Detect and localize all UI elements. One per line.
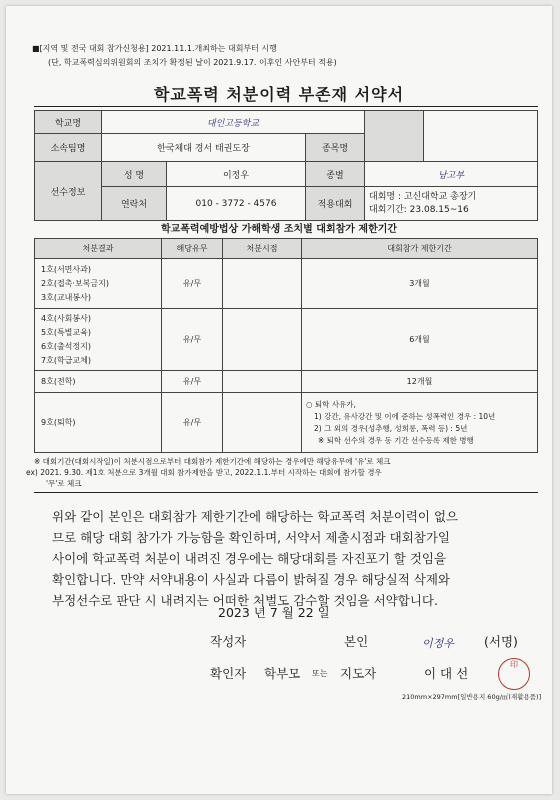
row2-time bbox=[223, 309, 302, 371]
sign-label: (서명) bbox=[484, 634, 518, 649]
status-text: 유/무 bbox=[182, 418, 202, 427]
list-item: 9호(퇴학) bbox=[41, 418, 76, 427]
table-row bbox=[35, 309, 538, 371]
confirm-label: 확인자 bbox=[210, 666, 247, 681]
row4-items bbox=[35, 393, 162, 453]
contact-label: 연락처 bbox=[102, 187, 167, 221]
row3-status bbox=[162, 371, 223, 393]
coach-label: 지도자 bbox=[340, 666, 377, 681]
row2-items bbox=[35, 309, 162, 371]
row4-period bbox=[302, 393, 538, 453]
competition-value bbox=[365, 187, 538, 221]
gender-value: 남고부 bbox=[365, 162, 538, 187]
player-label: 선수정보 bbox=[35, 162, 102, 221]
name-value: 이정우 bbox=[167, 162, 306, 187]
row2-status bbox=[162, 309, 223, 371]
pledge-text bbox=[52, 506, 522, 611]
table-row bbox=[35, 371, 538, 393]
event-label: 종목명 bbox=[306, 134, 365, 162]
pledge-line: 므로 해당 대회 참가가 가능함을 확인하며, 서약서 제출시점과 대회참가일 bbox=[52, 530, 451, 545]
list-item: 2호(접촉·보복금지) bbox=[41, 278, 109, 288]
row4-status bbox=[162, 393, 223, 453]
row2-period: 6개월 bbox=[302, 309, 538, 371]
school-label: 학교명 bbox=[35, 111, 102, 134]
note-3: '무'로 체크 bbox=[46, 479, 82, 488]
row1-items bbox=[35, 259, 162, 309]
self-label: 본인 bbox=[344, 634, 369, 649]
school-value: 대인고등학교 bbox=[102, 111, 365, 134]
pledge-line: 사이에 학교폭력 처분이 내려진 경우에는 해당대회를 자진포기 할 것임을 bbox=[52, 551, 447, 566]
competition-period: 대회기간: 23.08.15~16 bbox=[369, 204, 469, 215]
row1-status bbox=[162, 259, 223, 309]
row3-time bbox=[223, 371, 302, 393]
period-line: 2) 그 외의 경우(성추행, 성희롱, 폭력 등) : 5년 bbox=[314, 423, 468, 433]
row1-time bbox=[223, 259, 302, 309]
seal-stamp: 印 bbox=[498, 658, 530, 690]
note-2: ex) 2021. 9.30. 제1호 처분으로 3개월 대회 참가제한을 받고, 2022.1.1.부터 시작하는 대회에 참가할 경우 bbox=[26, 468, 382, 477]
list-item: 6호(출석정지) bbox=[41, 341, 91, 351]
header-line-1: ■[지역 및 전국 대회 참가신청용] 2021.11.1.개최하는 대회부터 시행 bbox=[32, 44, 277, 53]
guardian-label: 학부모 bbox=[264, 666, 301, 681]
pledge-line: 위와 같이 본인은 대회참가 제한기간에 해당하는 학교폭력 처분이력이 없으 bbox=[52, 509, 459, 524]
list-item: 7호(학급교체) bbox=[41, 355, 91, 365]
status-text: 유/무 bbox=[182, 377, 202, 386]
status-text: 유/무 bbox=[182, 335, 202, 344]
row3-period: 12개월 bbox=[302, 371, 538, 393]
coach-name: 이 대 선 bbox=[424, 666, 469, 681]
title-rule bbox=[34, 106, 538, 107]
info-table bbox=[34, 110, 538, 221]
pledge-line: 확인합니다. 만약 서약내용이 사실과 다름이 밝혀질 경우 해당실적 삭제와 bbox=[52, 572, 451, 587]
status-text: 유/무 bbox=[182, 279, 202, 288]
competition-label: 적용대회 bbox=[306, 187, 365, 221]
row4-time bbox=[223, 393, 302, 453]
period-line: ○ 퇴학 사유가, bbox=[306, 399, 356, 409]
header-line-2: (단, 학교폭력심의위원회의 조치가 확정된 날이 2021.9.17. 이후인 사안부터 적용) bbox=[48, 58, 337, 67]
document-page bbox=[6, 6, 552, 794]
period-line: ※ 퇴학 선수의 경우 동 기간 선수등록 제한 병행 bbox=[318, 435, 474, 445]
period-line: 1) 강간, 유사강간 및 이에 준하는 성폭력인 경우 : 10년 bbox=[314, 411, 496, 421]
sign-date: 2023 년 7 월 22 일 bbox=[218, 605, 330, 620]
row1-period: 3개월 bbox=[302, 259, 538, 309]
list-item: 3호(교내봉사) bbox=[41, 292, 91, 302]
document-title: 학교폭력 처분이력 부존재 서약서 bbox=[153, 85, 405, 104]
empty-cell bbox=[365, 111, 424, 162]
list-item: 8호(전학) bbox=[41, 377, 76, 386]
writer-label: 작성자 bbox=[210, 634, 247, 649]
note-rule bbox=[34, 492, 538, 493]
table-row bbox=[35, 393, 538, 453]
name-label: 성 명 bbox=[102, 162, 167, 187]
restriction-title: 학교폭력예방법상 가해학생 조치별 대회참가 제한기간 bbox=[160, 224, 398, 235]
row3-items bbox=[35, 371, 162, 393]
col-result: 처분결과 bbox=[35, 239, 162, 259]
paper-spec: 210mm×297mm[일반용지 60g/㎡(재활용품)] bbox=[402, 693, 542, 701]
col-time: 처분시점 bbox=[223, 239, 302, 259]
restriction-table bbox=[34, 238, 538, 453]
self-name: 이정우 bbox=[422, 637, 454, 650]
list-item: 5호(특별교육) bbox=[41, 327, 91, 337]
team-value: 한국체대 경서 태권도장 bbox=[102, 134, 306, 162]
competition-name: 대회명 : 고신대학교 총장기 bbox=[369, 191, 477, 202]
empty-cell-2 bbox=[424, 111, 538, 162]
or-label: 또는 bbox=[312, 669, 328, 678]
team-label: 소속팀명 bbox=[35, 134, 102, 162]
list-item: 4호(사회봉사) bbox=[41, 313, 91, 323]
note-1: ※ 대회기간(대회시작일)이 처분시점으로부터 대회참가 제한기간에 해당하는 경우에만 해당유무에 '유'로 체크 bbox=[34, 457, 391, 466]
table-row bbox=[35, 259, 538, 309]
col-period: 대회참가 제한기간 bbox=[302, 239, 538, 259]
col-status: 해당유무 bbox=[162, 239, 223, 259]
list-item: 1호(서면사과) bbox=[41, 264, 91, 274]
gender-label: 종별 bbox=[306, 162, 365, 187]
pledge-line: 부정선수로 판단 시 내려지는 어떠한 처벌도 감수할 것임을 서약합니다. bbox=[52, 593, 438, 608]
contact-value: 010 - 3772 - 4576 bbox=[167, 187, 306, 221]
